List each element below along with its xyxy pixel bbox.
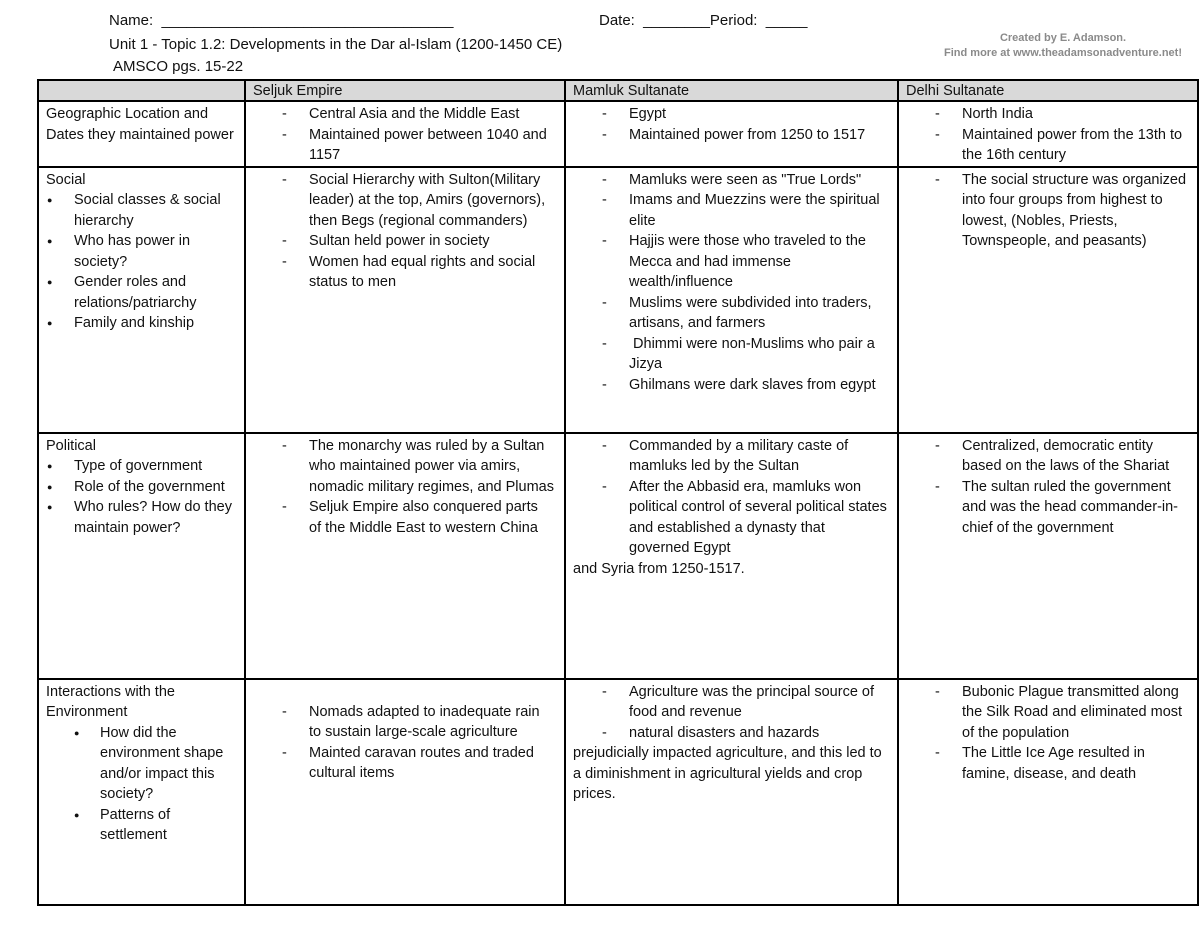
list-item: - The social structure was organized into four groups from highest to lowest, (Nobles, Priests, Townspeople, and peasants) <box>906 170 1191 252</box>
list-item: ● Family and kinship <box>46 313 238 334</box>
table-row <box>38 101 1198 167</box>
list-item: - Mainted caravan routes and traded cultural items <box>253 743 558 784</box>
mamluk-cell <box>565 101 898 167</box>
name-field-label: Name: ___________________________________ <box>109 12 454 29</box>
list-item: - Women had equal rights and social status to men <box>253 252 558 293</box>
list-item: - Ghilmans were dark slaves from egypt <box>573 375 891 396</box>
seljuk-cell <box>245 101 565 167</box>
row-category: Interactions with the Environment ● How did the environment shape and/or impact this society? ● Patterns of settlement <box>38 679 245 905</box>
unit-title: Unit 1 - Topic 1.2: Developments in the Dar al-Islam (1200-1450 CE) <box>109 36 563 53</box>
list-item: - The monarchy was ruled by a Sultan who maintained power via amirs, nomadic military regimes, and Plumas <box>253 436 558 498</box>
list-item: - Bubonic Plague transmitted along the Silk Road and eliminated most of the population <box>906 682 1191 744</box>
list-item: ● How did the environment shape and/or impact this society? <box>46 723 238 805</box>
list-item: - Sultan held power in society <box>253 231 558 252</box>
header-mamluk: Mamluk Sultanate <box>565 80 898 101</box>
list-item: - Agriculture was the principal source of food and revenue <box>573 682 891 723</box>
mamluk-cell <box>565 679 898 905</box>
delhi-cell <box>898 433 1198 679</box>
list-item: - The sultan ruled the government and was the head commander-in-chief of the government <box>906 477 1191 539</box>
list-item: - natural disasters and hazards <box>573 723 891 744</box>
row-category: Geographic Location and Dates they maintained power <box>38 101 245 167</box>
list-item: - Maintained power between 1040 and 1157 <box>253 125 558 166</box>
list-item: ● Type of government <box>46 456 238 477</box>
seljuk-cell <box>245 679 565 905</box>
list-item: - Seljuk Empire also conquered parts of the Middle East to western China <box>253 497 558 538</box>
row-category: Social ● Social classes & social hierarchy ● Who has power in society? ● Gender roles and relations/patriarchy ● Family and kinship <box>38 167 245 433</box>
list-item: - Commanded by a military caste of mamluks led by the Sultan <box>573 436 891 477</box>
list-item: - Egypt <box>573 104 891 125</box>
list-item: ● Patterns of settlement <box>46 805 238 846</box>
list-item: - Centralized, democratic entity based on the laws of the Shariat <box>906 436 1191 477</box>
list-item: - Imams and Muezzins were the spiritual elite <box>573 190 891 231</box>
mamluk-cell <box>565 167 898 433</box>
amsco-pages: AMSCO pgs. 15-22 <box>113 58 244 75</box>
table-row <box>38 167 1198 433</box>
list-item: ● Social classes & social hierarchy <box>46 190 238 231</box>
continuation-text: prejudicially impacted agriculture, and this led to a diminishment in agricultural yields and crop prices. <box>573 745 882 802</box>
table-row <box>38 433 1198 679</box>
delhi-cell <box>898 101 1198 167</box>
row-category: Political ● Type of government ● Role of the government ● Who rules? How do they maintain power? <box>38 433 245 679</box>
list-item: - Maintained power from the 13th to the 16th century <box>906 125 1191 166</box>
list-item: - Mamluks were seen as "True Lords" <box>573 170 891 191</box>
header-seljuk: Seljuk Empire <box>245 80 565 101</box>
list-item: - North India <box>906 104 1191 125</box>
table-header-row <box>38 80 1198 101</box>
list-item: - After the Abbasid era, mamluks won political control of several political states and established a dynasty that governed Egypt <box>573 477 891 559</box>
list-item: - Dhimmi were non-Muslims who pair a Jizya <box>573 334 891 375</box>
list-item: - Maintained power from 1250 to 1517 <box>573 125 891 146</box>
seljuk-cell <box>245 167 565 433</box>
continuation-text: and Syria from 1250-1517. <box>573 560 745 577</box>
table-row <box>38 679 1198 905</box>
list-item: - Central Asia and the Middle East <box>253 104 558 125</box>
list-item: ● Who rules? How do they maintain power? <box>46 497 238 538</box>
list-item: ● Gender roles and relations/patriarchy <box>46 272 238 313</box>
seljuk-cell <box>245 433 565 679</box>
header-cell-blank <box>38 80 245 101</box>
mamluk-cell <box>565 433 898 679</box>
list-item: - Muslims were subdivided into traders, artisans, and farmers <box>573 293 891 334</box>
list-item: ● Who has power in society? <box>46 231 238 272</box>
comparison-table <box>37 79 1199 906</box>
list-item: - Hajjis were those who traveled to the Mecca and had immense wealth/influence <box>573 231 891 293</box>
list-item: - Nomads adapted to inadequate rain to sustain large-scale agriculture <box>253 702 558 743</box>
list-item: - The Little Ice Age resulted in famine, disease, and death <box>906 743 1191 784</box>
delhi-cell <box>898 167 1198 433</box>
list-item: ● Role of the government <box>46 477 238 498</box>
credit-author: Created by E. Adamson. Find more at www.theadamsonadventure.net! <box>944 32 1182 59</box>
delhi-cell <box>898 679 1198 905</box>
date-period-label: Date: ________Period: _____ <box>599 12 808 29</box>
list-item: - Social Hierarchy with Sulton(Military leader) at the top, Amirs (governors), then Begs (regional commanders) <box>253 170 558 232</box>
header-delhi: Delhi Sultanate <box>898 80 1198 101</box>
